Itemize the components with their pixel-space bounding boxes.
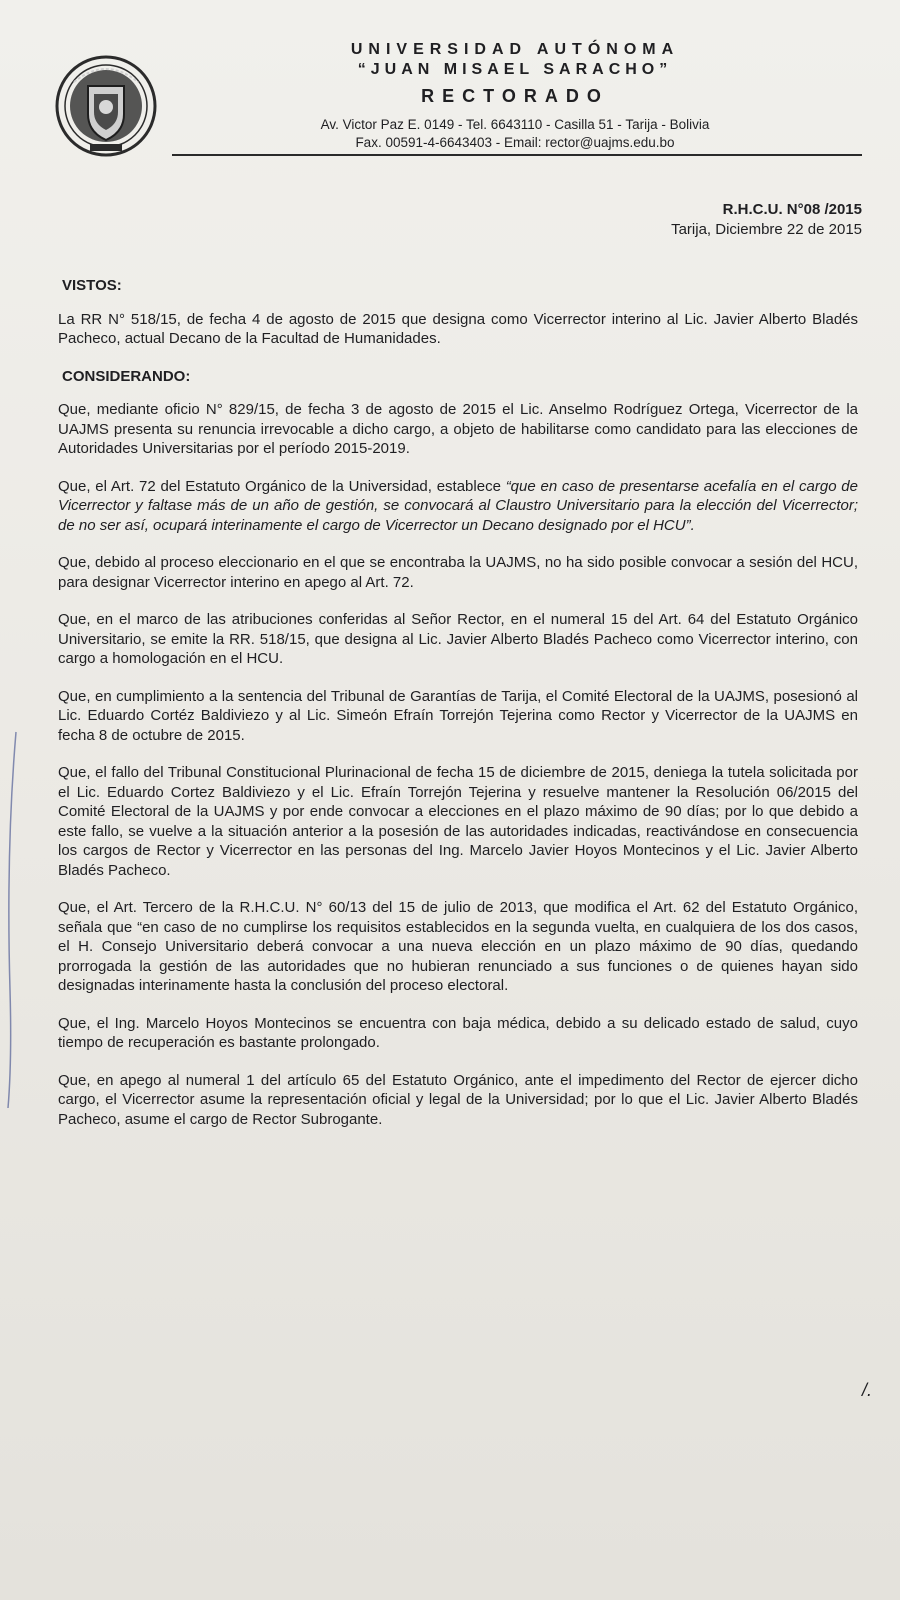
margin-pen-mark bbox=[4, 730, 18, 1110]
paragraph-2-lead: Que, el Art. 72 del Estatuto Orgánico de la Universidad, establece bbox=[58, 477, 506, 495]
university-name: UNIVERSIDAD AUTÓNOMA bbox=[350, 41, 680, 58]
university-subname: “JUAN MISAEL SARACHO” bbox=[357, 61, 673, 78]
university-seal-icon bbox=[54, 52, 158, 164]
considerando-paragraph-8: Que, el Ing. Marcelo Hoyos Montecinos se encuentra con baja médica, debido a su delicado estado de salud, cuyo tiempo de recuperación es bastante prolongado. bbox=[58, 1014, 858, 1051]
considerando-paragraph-5: Que, en cumplimiento a la sentencia del Tribunal de Garantías de Tarija, el Comité Electoral de la UAJMS, posesionó al Lic. Eduardo Cortéz Baldiviezo y al Lic. Simeón Efraín Torrejón Tejerina como Rector y Vicerrector de la UAJMS en fecha 8 de octubre de 2015. bbox=[58, 687, 858, 744]
considerando-paragraph-7: Que, el Art. Tercero de la R.H.C.U. N° 60/13 del 15 de julio de 2013, que modifica el Art. 62 del Estatuto Orgánico, señala que “en caso de no cumplirse los requisitos establecidos en la segunda vuelta, en cualquiera de los dos casos, el H. Consejo Universitario deberá convocar a una nueva elección en un plazo máximo de 90 días, quedando prorrogada la gestión de las autoridades que no hubieran renunciado a sus funciones o de quienes hayan sido designadas interinamente hasta la conclusión del proceso electoral. bbox=[58, 899, 858, 994]
address-line: Av. Victor Paz E. 0149 - Tel. 6643110 - Casilla 51 - Tarija - Bolivia bbox=[320, 117, 710, 132]
considerando-paragraph-6: Que, el fallo del Tribunal Constitucional Plurinacional de fecha 15 de diciembre de 2015, deniega la tutela solicitada por el Lic. Eduardo Cortez Baldiviezo y el Lic. Efraín Torrejón Tejerina y resuelve mantener la Resolución 06/2015 del Comité Electoral de la UAJMS y por ende convocar a elecciones en el plazo máximo de 90 días; por lo que debido a este fallo, se vuelve a la situación anterior a la posesión de las autoridades indicadas, reactivándose en consecuencia los cargos de Rector y Vicerrector en las personas del Ing. Marcelo Javier Hoyos Montecinos y el Lic. Javier Alberto Bladés Pacheco. bbox=[58, 764, 858, 879]
considerando-paragraph-1: Que, mediante oficio N° 829/15, de fecha 3 de agosto de 2015 el Lic. Anselmo Rodríguez Ortega, Vicerrector de la UAJMS presenta su renuncia irrevocable a dicho cargo, a objeto de habilitarse como candidato para las elecciones de Autoridades Universitarias por el período 2015-2019. bbox=[58, 401, 858, 457]
considerando-paragraph-4: Que, en el marco de las atribuciones conferidas al Señor Rector, en el numeral 15 del Art. 64 del Estatuto Orgánico Universitario, se emite la RR. 518/15, que designa al Lic. Javier Alberto Bladés Pacheco como Vicerrector interino, con cargo a homologación en el HCU. bbox=[58, 611, 858, 667]
considerando-paragraph-3: Que, debido al proceso eleccionario en el que se encontraba la UAJMS, no ha sido posible convocar a sesión del HCU, para designar Vicerrector interino en apego al Art. 72. bbox=[58, 554, 858, 591]
resolution-number: R.H.C.U. N°08 /2015 bbox=[722, 201, 862, 218]
considerando-heading: CONSIDERANDO: bbox=[62, 367, 191, 385]
vistos-heading: VISTOS: bbox=[62, 277, 122, 294]
letterhead-divider bbox=[172, 154, 862, 156]
letterhead bbox=[170, 40, 860, 152]
considerando-paragraph-9: Que, en apego al numeral 1 del artículo 65 del Estatuto Orgánico, ante el impedimento del Rector de ejercer dicho cargo, el Vicerrector asume la representación oficial y legal de la Universidad; por lo que el Lic. Javier Alberto Bladés Pacheco, asume el cargo de Rector Subrogante. bbox=[58, 1071, 858, 1128]
resolution-date: Tarija, Diciembre 22 de 2015 bbox=[671, 221, 862, 238]
vistos-paragraph: La RR N° 518/15, de fecha 4 de agosto de 2015 que designa como Vicerrector interino al Lic. Javier Alberto Bladés Pacheco, actual Decano de la Facultad de Humanidades. bbox=[58, 310, 858, 347]
paragraph-2-quote: “que en caso de presentarse acefalía en el cargo de Vicerrector y faltase más de un año de gestión, se convocará al Claustro Universitario para la elección del Vicerrector; de no ser así, ocupará interinamente el cargo de Vicerrector un Decano designado por el HCU”. bbox=[58, 477, 858, 534]
considerando-paragraph-2 bbox=[58, 477, 858, 536]
resolution-reference bbox=[671, 200, 862, 240]
office-name: RECTORADO bbox=[421, 86, 609, 106]
document-body bbox=[58, 276, 858, 1147]
page-continuation-mark: /. bbox=[861, 1380, 872, 1400]
contact-line: Fax. 00591-4-6643403 - Email: rector@uajms.edu.bo bbox=[355, 135, 675, 150]
